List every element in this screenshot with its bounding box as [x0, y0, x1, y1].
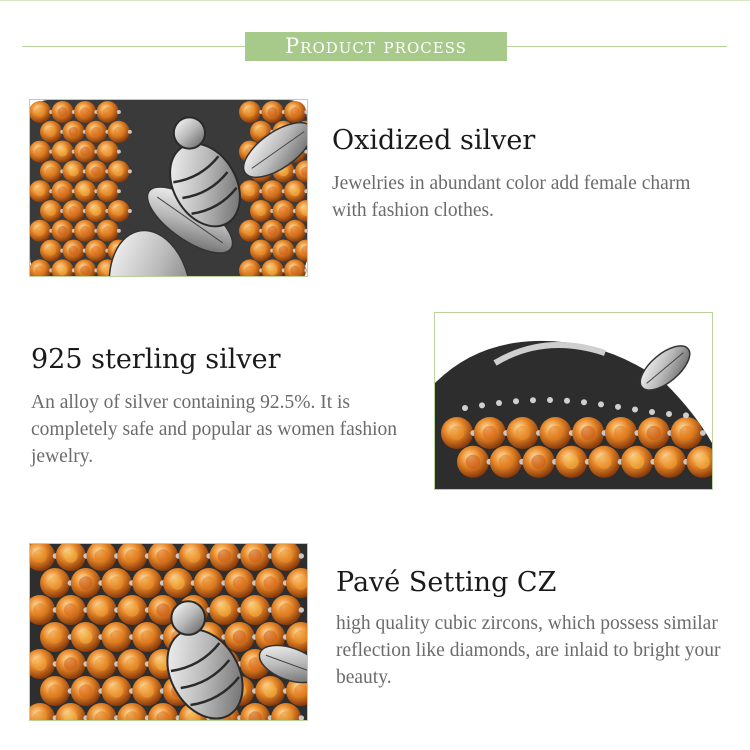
section-header: Product process	[245, 32, 507, 61]
section-description: Jewelries in abundant color add female charm with fashion clothes.	[332, 173, 691, 221]
top-divider	[0, 0, 750, 1]
section-title: Oxidized silver	[332, 125, 536, 156]
sterling-silver-photo	[434, 312, 713, 490]
pave-setting-photo	[29, 543, 308, 721]
section-description: An alloy of silver containing 92.5%. It is completely safe and popular as women fashion jewelry.	[31, 392, 398, 467]
section-description: high quality cubic zircons, which possess similar reflection like diamonds, are inlaid to bright your beauty.	[336, 613, 721, 688]
header-rule-right	[507, 46, 727, 47]
oxidized-silver-photo	[29, 99, 308, 277]
section-title: Pavé Setting CZ	[336, 567, 557, 598]
section-title: 925 sterling silver	[31, 344, 281, 375]
header-rule-left	[22, 46, 245, 47]
